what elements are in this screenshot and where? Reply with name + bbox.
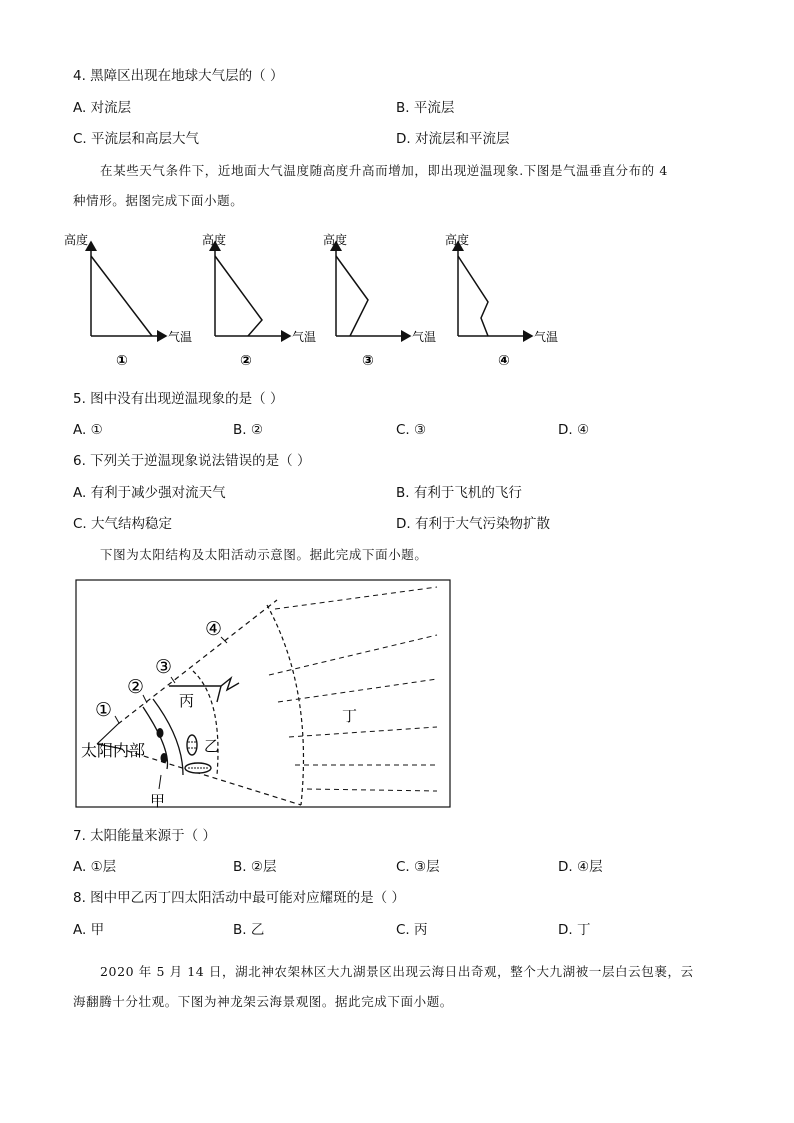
- q5-option-c: C. ③: [396, 422, 427, 438]
- graph3-xlabel: 气温: [412, 330, 437, 344]
- graph1-xlabel: 气温: [168, 330, 193, 344]
- activity-label-bing: 丙: [179, 692, 195, 710]
- sun-layer-label-3: ③: [155, 656, 173, 678]
- q6-option-a: A. 有利于减少强对流天气: [73, 485, 226, 501]
- q6-option-c: C. 大气结构稳定: [73, 516, 173, 532]
- q5-option-b: B. ②: [233, 422, 263, 438]
- q6-stem: 6. 下列关于逆温现象说法错误的是（ ）: [73, 453, 311, 469]
- q8-option-d: D. 丁: [558, 922, 591, 938]
- inversion-graph-4: [445, 232, 558, 368]
- passage1-line2: 种情形。据图完成下面小题。: [73, 193, 244, 208]
- q7-option-d: D. ④层: [558, 859, 603, 875]
- q5-option-d: D. ④: [558, 422, 590, 438]
- q5-stem: 5. 图中没有出现逆温现象的是（ ）: [73, 391, 284, 407]
- q7-option-a: A. ①层: [73, 859, 117, 875]
- q7-option-c: C. ③层: [396, 859, 440, 875]
- activity-label-yi: 乙: [204, 737, 220, 755]
- inversion-graph-2: [202, 232, 316, 368]
- passage3-line2: 海翻腾十分壮观。下图为神龙架云海景观图。据此完成下面小题。: [73, 994, 453, 1009]
- q8-stem: 8. 图中甲乙丙丁四太阳活动中最可能对应耀斑的是（ ）: [73, 890, 405, 906]
- graph2-caption: ②: [240, 353, 252, 368]
- graph2-xlabel: 气温: [292, 330, 317, 344]
- q8-option-a: A. 甲: [73, 922, 105, 938]
- inversion-graph-3: [323, 232, 436, 368]
- inversion-graph-1: [64, 232, 192, 368]
- sun-interior-label: 太阳内部: [81, 741, 146, 760]
- graph1-ylabel: 高度: [64, 233, 89, 247]
- graph1-caption: ①: [116, 353, 128, 368]
- q4-option-a: A. 对流层: [73, 100, 132, 116]
- passage3-line1: 2020 年 5 月 14 日，湖北神农架林区大九湖景区出现云海日出奇观，整个大九湖被一层白云包裹，云: [100, 964, 694, 979]
- sun-layer-label-1: ①: [95, 699, 113, 721]
- graph4-caption: ④: [498, 353, 510, 368]
- q4-option-c: C. 平流层和高层大气: [73, 131, 200, 147]
- graph2-ylabel: 高度: [202, 233, 227, 247]
- q4-option-b: B. 平流层: [396, 100, 455, 116]
- graph3-ylabel: 高度: [323, 233, 348, 247]
- activity-label-ding: 丁: [342, 707, 358, 725]
- q6-option-d: D. 有利于大气污染物扩散: [396, 516, 550, 532]
- graph3-caption: ③: [362, 353, 374, 368]
- inversion-figure: [60, 228, 580, 368]
- activity-label-jia: 甲: [150, 792, 166, 809]
- q7-option-b: B. ②层: [233, 859, 277, 875]
- passage2-line1: 下图为太阳结构及太阳活动示意图。据此完成下面小题。: [100, 547, 428, 562]
- q8-option-b: B. 乙: [233, 922, 265, 938]
- sun-structure-figure: [75, 579, 451, 809]
- sun-layer-label-4: ④: [205, 618, 223, 640]
- q6-option-b: B. 有利于飞机的飞行: [396, 485, 522, 501]
- passage1-line1: 在某些天气条件下，近地面大气温度随高度升高而增加，即出现逆温现象.下图是气温垂直分布的 4: [100, 163, 668, 178]
- graph4-ylabel: 高度: [445, 233, 470, 247]
- sun-layer-label-2: ②: [127, 676, 145, 698]
- q8-option-c: C. 丙: [396, 922, 428, 938]
- graph4-xlabel: 气温: [534, 330, 559, 344]
- q7-stem: 7. 太阳能量来源于（ ）: [73, 828, 216, 844]
- q4-stem: 4. 黑障区出现在地球大气层的（ ）: [73, 68, 284, 84]
- q4-option-d: D. 对流层和平流层: [396, 131, 510, 147]
- q5-option-a: A. ①: [73, 422, 103, 438]
